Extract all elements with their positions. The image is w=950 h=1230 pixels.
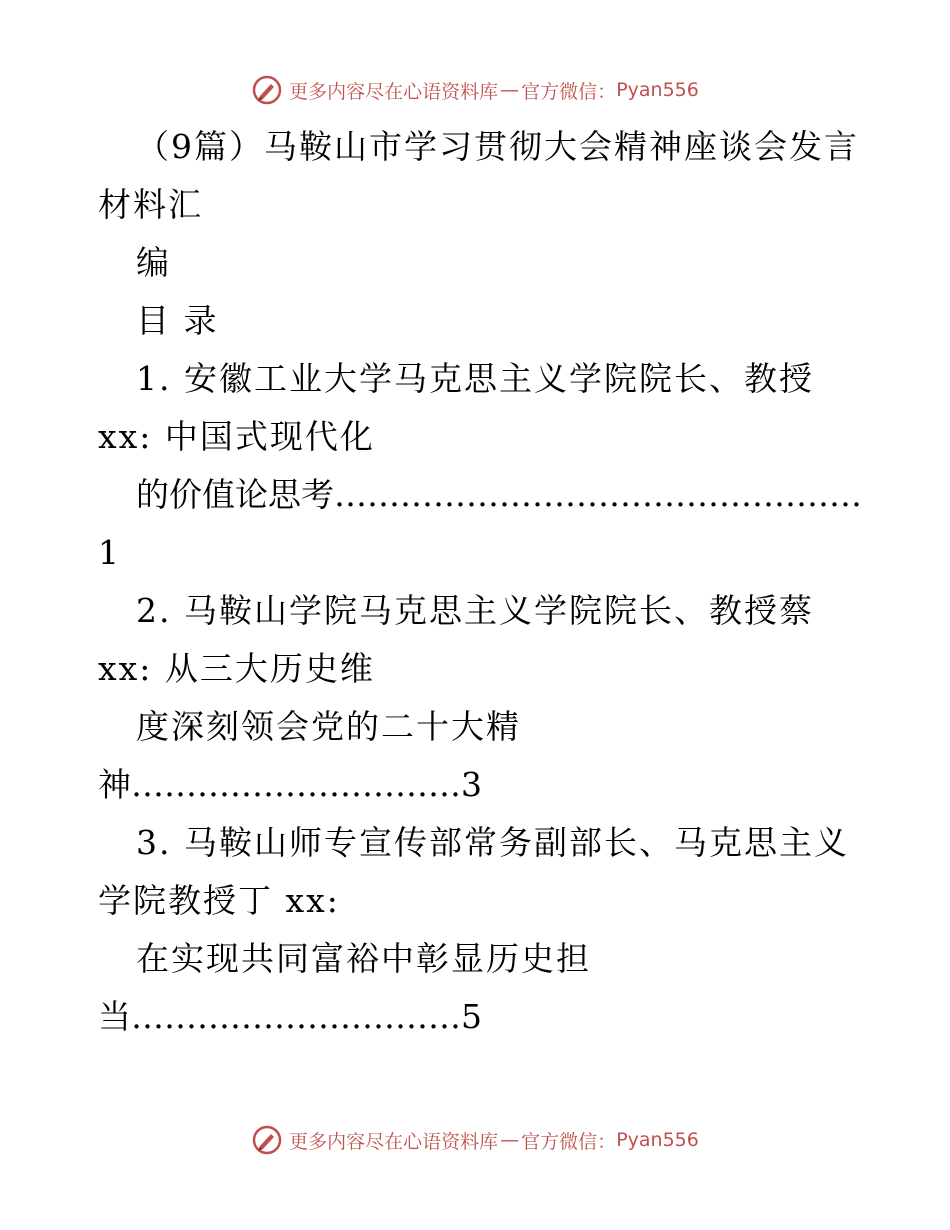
toc-entry-3-line3: 在实现共同富裕中彰显历史担	[136, 939, 591, 978]
watermark-text: 更多内容尽在心语资料库	[289, 80, 499, 103]
toc-entry-2-line1: 2. 马鞍山学院马克思主义学院院长、教授蔡	[136, 591, 814, 630]
toc-entry-3-line2: 学院教授丁 xx:	[98, 881, 340, 920]
watermark-header	[0, 70, 950, 110]
watermark-text: 更多内容尽在心语资料库	[289, 1130, 499, 1153]
toc-entry-1-line2: xx: 中国式现代化	[98, 417, 375, 456]
watermark-account: Pyan556	[616, 1129, 699, 1151]
watermark-label: 官方微信：	[521, 1130, 617, 1153]
toc-heading: 目 录	[136, 301, 219, 340]
toc-entry-1-page: 1	[98, 533, 121, 572]
document-title-line3: 编	[136, 243, 171, 282]
watermark-account: Pyan556	[616, 79, 699, 101]
toc-entry-1-line3: 的价值论思考…………………………………………	[136, 475, 862, 514]
pen-logo-icon	[251, 1124, 283, 1156]
pen-logo-icon	[251, 74, 283, 106]
toc-entry-1-line1: 1. 安徽工业大学马克思主义学院院长、教授	[136, 359, 814, 398]
document-title-line1: （9篇）马鞍山市学习贯彻大会精神座谈会发言	[136, 127, 859, 166]
toc-entry-2-line4: 神…………………………3	[98, 765, 482, 804]
watermark-separator: —	[500, 1129, 520, 1151]
watermark-separator: —	[500, 79, 520, 101]
watermark-footer	[0, 1120, 950, 1160]
toc-entry-3-line4: 当…………………………5	[98, 997, 482, 1036]
toc-entry-3-line1: 3. 马鞍山师专宣传部常务副部长、马克思主义	[136, 823, 849, 862]
toc-entry-2-line2: xx: 从三大历史维	[98, 649, 375, 688]
document-title-line2: 材料汇	[98, 185, 203, 224]
watermark-label: 官方微信：	[521, 80, 617, 103]
toc-entry-2-line3: 度深刻领会党的二十大精	[136, 707, 521, 746]
document-body	[98, 118, 862, 1046]
